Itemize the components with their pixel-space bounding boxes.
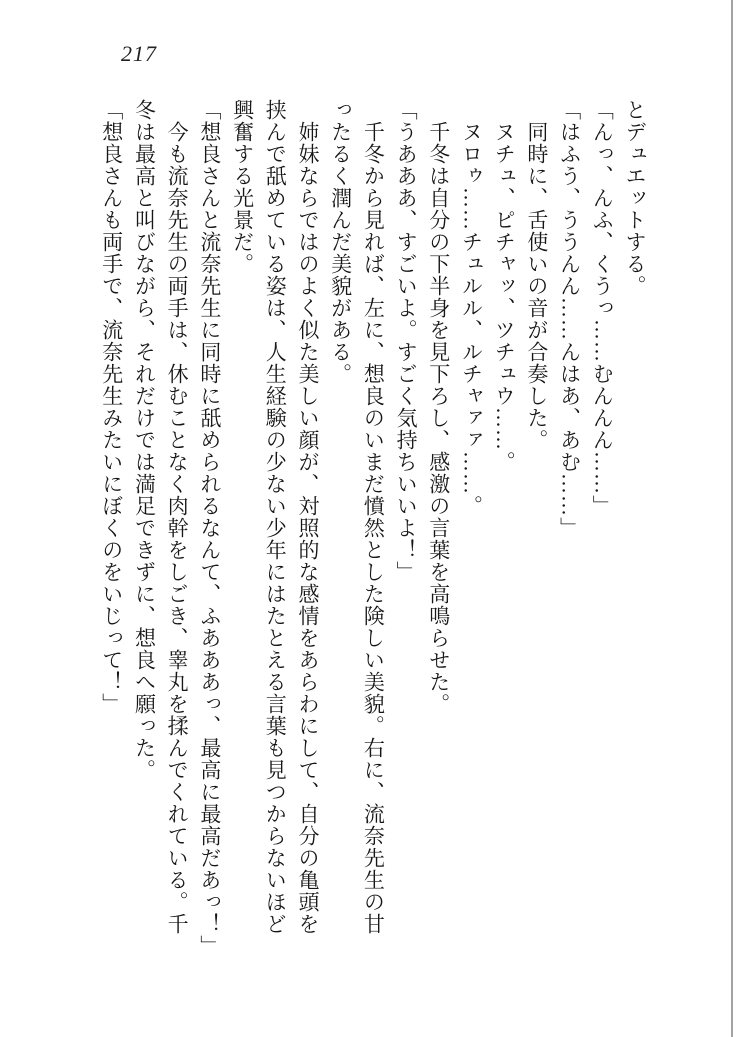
text-line: ヌチュ、ピチャッ、ツチュウ……。	[492, 121, 517, 473]
text-block	[95, 99, 651, 989]
text-line: 「うあああ、すごいよ。すごく気持ちいいよ！」	[394, 99, 419, 583]
text-line: 今も流奈先生の両手は、休むことなく肉幹をしごき、睾丸を揉んでくれている。千	[165, 121, 190, 935]
page-number: 217	[121, 41, 157, 66]
text-line: 同時に、舌使いの音が合奏した。	[524, 121, 549, 451]
text-line: 姉妹ならではのよく似た美しい顔が、対照的な感情をあらわにして、自分の亀頭を	[295, 121, 320, 935]
text-line: 興奮する光景だ。	[230, 99, 255, 275]
text-line: 千冬は自分の下半身を見下ろし、感激の言葉を高鳴らせた。	[426, 121, 451, 715]
scan-edge-line	[731, 0, 733, 1037]
text-line: 「んっ、んふ、くうっ……むんんん……」	[590, 99, 615, 517]
text-line: 挟んで舐めている姿は、人生経験の少ない少年にはたとえる言葉も見つからないほど	[263, 99, 288, 935]
text-line: 冬は最高と叫びながら、それだけでは満足できずに、想良へ願った。	[132, 99, 157, 781]
text-line: とデュエットする。	[623, 99, 647, 297]
text-line: 「はふう、ううんん……んはあ、あむ……」	[557, 99, 582, 539]
text-line: 「想良さんと流奈先生に同時に舐められるなんて、ふあああっ、最高に最高だあっ！」	[197, 99, 222, 957]
text-line: ったるく潤んだ美貌がある。	[328, 99, 353, 385]
text-line: 「想良さんも両手で、流奈先生みたいにぼくのをいじって！」	[99, 99, 124, 715]
text-line: ヌロゥ……チュルル、ルチャァァ……。	[459, 121, 484, 517]
text-line: 千冬から見れば、左に、想良のいまだ憤然とした険しい美貌。右に、流奈先生の甘	[361, 121, 386, 935]
